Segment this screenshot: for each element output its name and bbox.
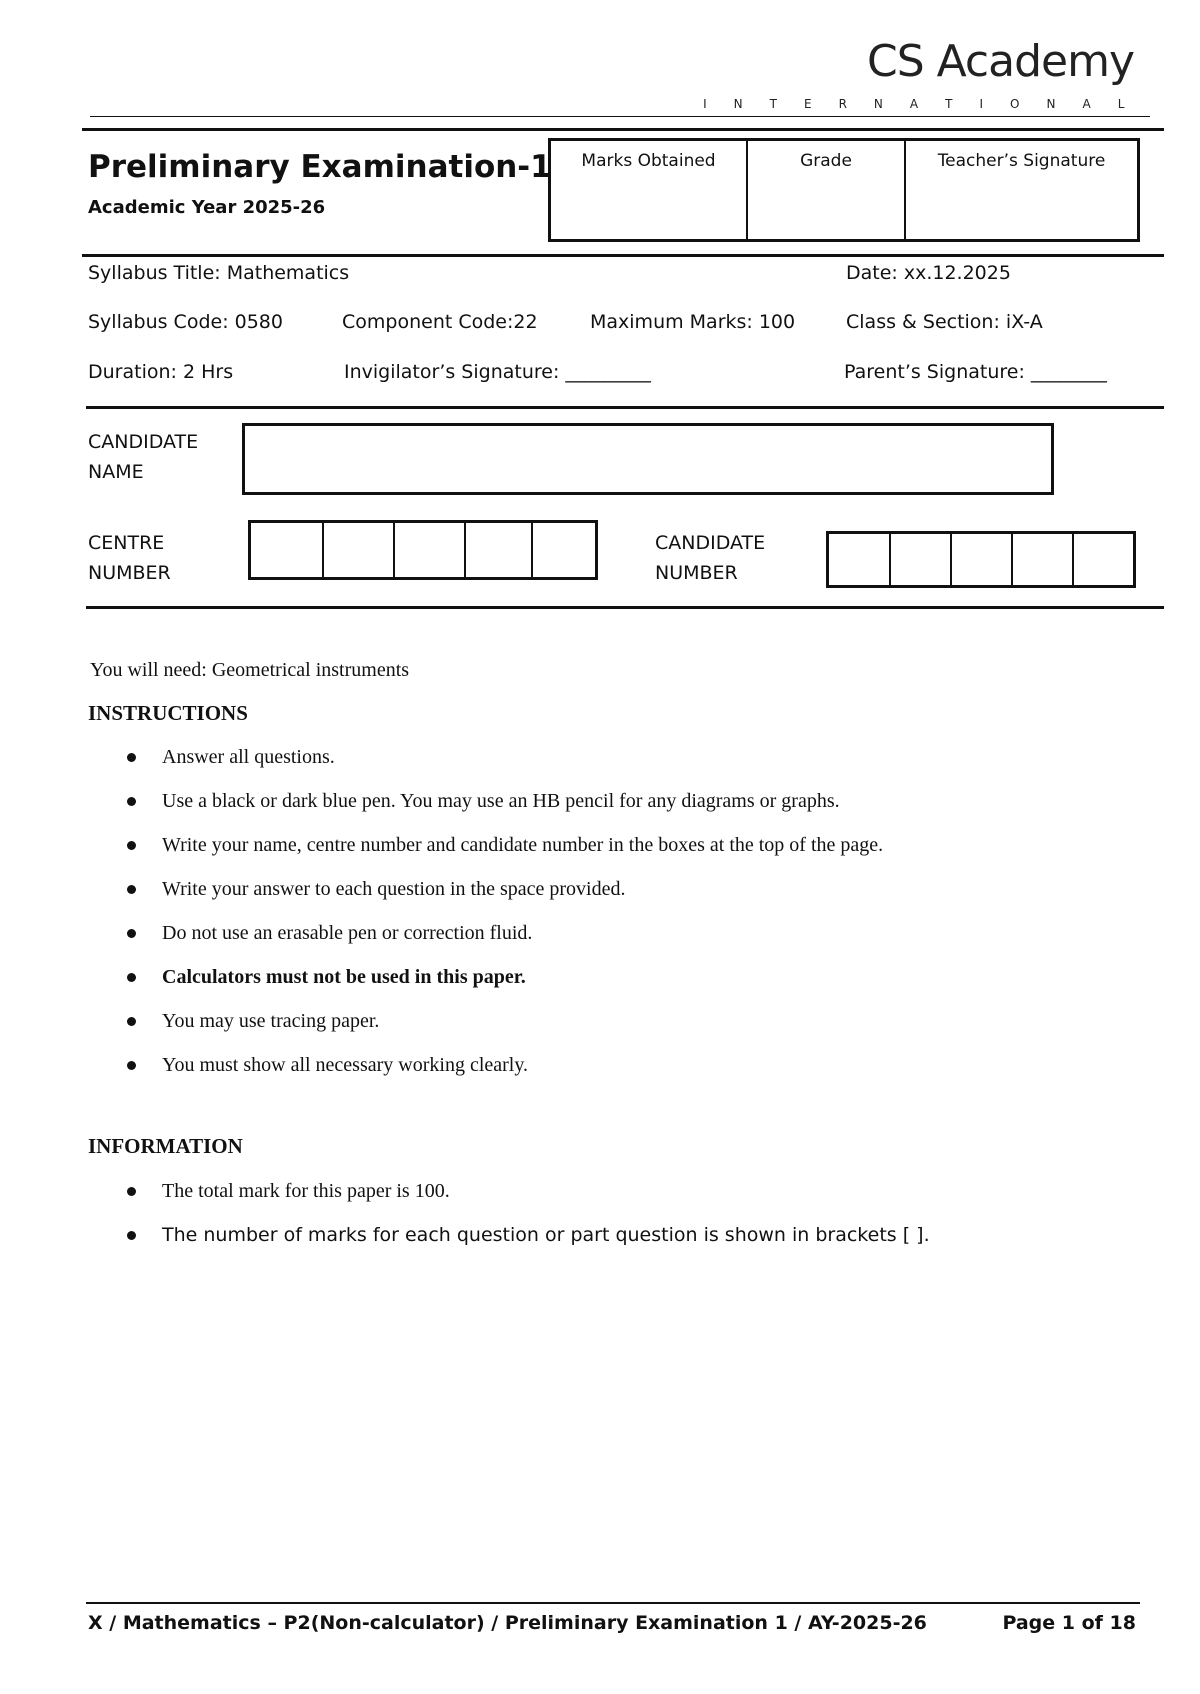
bullet-icon	[127, 1187, 136, 1196]
list-item: Write your name, centre number and candidate number in the boxes at the top of the page.	[88, 832, 883, 876]
top-rule-thick	[82, 128, 1164, 131]
teacher-signature-cell	[906, 141, 1137, 239]
centre-number-digit[interactable]	[395, 523, 466, 577]
centre-number-digit[interactable]	[251, 523, 324, 577]
bullet-icon	[127, 1017, 136, 1026]
centre-number-digit[interactable]	[324, 523, 395, 577]
candidate-number-label: CANDIDATE NUMBER	[655, 532, 766, 584]
bullet-icon	[127, 1231, 136, 1240]
bullet-icon	[127, 885, 136, 894]
centre-number-digit[interactable]	[466, 523, 533, 577]
list-item: Calculators must not be used in this paper.	[88, 964, 883, 1008]
bullet-icon	[127, 973, 136, 982]
parent-signature: Parent’s Signature: ________	[844, 361, 1107, 383]
bullet-icon	[127, 841, 136, 850]
syllabus-title: Syllabus Title: Mathematics	[88, 262, 350, 284]
syllabus-code: Syllabus Code: 0580	[88, 311, 283, 333]
candidate-number-digit[interactable]	[891, 534, 952, 585]
centre-number-label: CENTRE NUMBER	[88, 532, 171, 584]
candidate-number-digit[interactable]	[1013, 534, 1074, 585]
invigilator-signature: Invigilator’s Signature: _________	[344, 361, 651, 383]
list-item: The total mark for this paper is 100.	[88, 1178, 930, 1222]
marks-table	[548, 138, 1140, 242]
centre-number-boxes	[248, 520, 598, 580]
instructions-list	[88, 744, 883, 1096]
exam-date: Date: xx.12.2025	[846, 262, 1011, 284]
information-list	[88, 1178, 930, 1266]
candidate-number-digit[interactable]	[952, 534, 1013, 585]
class-section: Class & Section: iX-A	[846, 311, 1043, 333]
marks-obtained-label: Marks Obtained	[581, 151, 716, 171]
duration: Duration: 2 Hrs	[88, 361, 234, 383]
list-item: The number of marks for each question or part question is shown in brackets [ ].	[88, 1222, 930, 1266]
candidate-number-boxes	[826, 531, 1136, 588]
list-item: Answer all questions.	[88, 744, 883, 788]
candidate-divider	[86, 606, 1164, 609]
candidate-number-digit[interactable]	[1074, 534, 1133, 585]
page-title: Preliminary Examination-1	[88, 149, 552, 185]
academic-year: Academic Year 2025-26	[88, 197, 326, 218]
information-heading: INFORMATION	[88, 1134, 243, 1158]
candidate-name-field[interactable]	[242, 423, 1054, 495]
footer-rule	[86, 1602, 1140, 1604]
list-item: Write your answer to each question in the space provided.	[88, 876, 883, 920]
footer-paper-info: X / Mathematics – P2(Non-calculator) / Preliminary Examination 1 / AY-2025-26	[88, 1612, 927, 1634]
equipment-needed: You will need: Geometrical instruments	[90, 659, 410, 681]
grade-cell	[748, 141, 906, 239]
bullet-icon	[127, 797, 136, 806]
list-item: Do not use an erasable pen or correction fluid.	[88, 920, 883, 964]
header-divider	[82, 254, 1164, 257]
bullet-icon	[127, 753, 136, 762]
candidate-name-label: CANDIDATE NAME	[88, 431, 199, 483]
teacher-signature-label: Teacher’s Signature	[937, 151, 1106, 171]
bullet-icon	[127, 929, 136, 938]
component-code: Component Code:22	[342, 311, 538, 333]
list-item: Use a black or dark blue pen. You may use an HB pencil for any diagrams or graphs.	[88, 788, 883, 832]
list-item: You must show all necessary working clearly.	[88, 1052, 883, 1096]
list-item: You may use tracing paper.	[88, 1008, 883, 1052]
page-number: Page 1 of 18	[1002, 1612, 1136, 1634]
grade-label: Grade	[800, 151, 852, 171]
marks-obtained-cell	[551, 141, 748, 239]
candidate-number-digit[interactable]	[829, 534, 891, 585]
instructions-heading: INSTRUCTIONS	[88, 701, 248, 725]
maximum-marks: Maximum Marks: 100	[590, 311, 796, 333]
school-logo: CS Academy	[866, 36, 1134, 87]
centre-number-digit[interactable]	[533, 523, 595, 577]
top-rule-thin	[90, 116, 1150, 117]
bullet-icon	[127, 1061, 136, 1070]
school-logo-tagline: I N T E R N A T I O N A L	[703, 97, 1136, 111]
details-divider	[86, 406, 1164, 409]
